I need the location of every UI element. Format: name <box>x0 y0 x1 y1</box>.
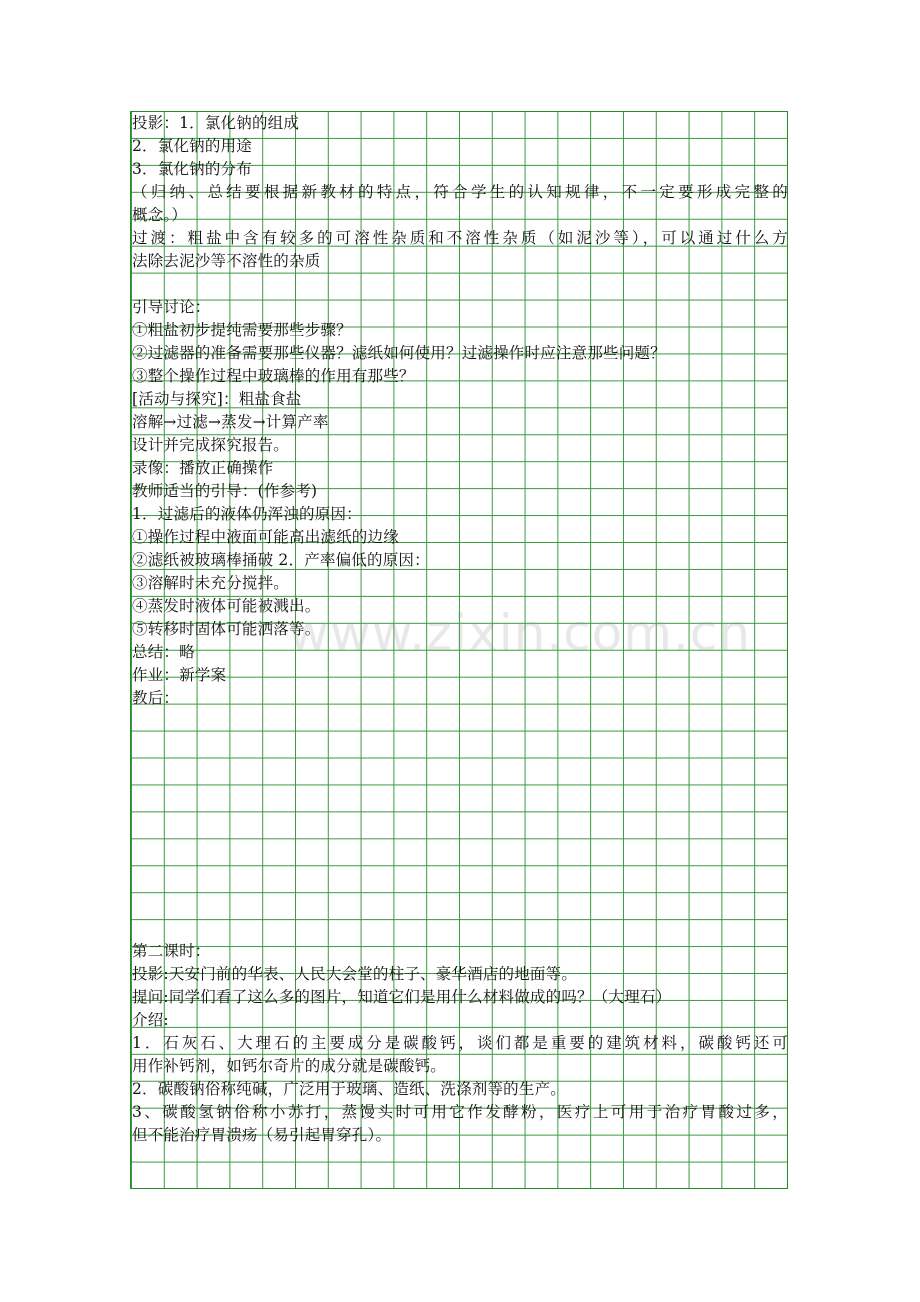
blank-line <box>132 848 788 871</box>
text-line: 录像：播放正确操作 <box>132 459 274 477</box>
text-line: ②滤纸被玻璃棒捅破 2．产率偏低的原因： <box>132 551 430 569</box>
text-line: 但不能治疗胃溃疡（易引起胃穿孔）。 <box>132 1126 392 1144</box>
blank-line <box>132 733 788 756</box>
text-line: 教师适当的引导：(作参考) <box>132 482 318 500</box>
text-line: 投影:天安门前的华表、人民大会堂的柱子、豪华酒店的地面等。 <box>132 965 578 983</box>
text-line: 3、碳酸氢钠俗称小苏打，蒸馒头时可用它作发酵粉，医疗上可用于治疗胃酸过多， <box>132 1103 788 1121</box>
text-line: ①操作过程中液面可能高出滤纸的边缘 <box>132 528 399 546</box>
text-line: 法除去泥沙等不溶性的杂质 <box>132 252 321 270</box>
text-line: 1．过滤后的液体仍浑浊的原因： <box>132 505 362 523</box>
text-line: 总结：略 <box>132 643 195 661</box>
text-line: ④蒸发时液体可能被溅出。 <box>132 597 321 615</box>
text-line: ②过滤器的准备需要那些仪器？滤纸如何使用？过滤操作时应注意那些问题？ <box>132 344 666 362</box>
blank-line <box>132 756 788 779</box>
text-line: ③溶解时未充分搅拌。 <box>132 574 290 592</box>
text-line: 概念。） <box>132 206 188 224</box>
text-line: 过渡：粗盐中含有较多的可溶性杂质和不溶性杂质（如泥沙等），可以通过什么方 <box>132 229 788 247</box>
text-line: 设计并完成探究报告。 <box>132 436 290 454</box>
text-line: 第二课时： <box>132 942 211 960</box>
text-line: （归纳、总结要根据新教材的特点，符合学生的认知规律，不一定要形成完整的 <box>132 183 788 201</box>
text-line: 投影：1．氯化钠的组成 <box>132 114 300 132</box>
blank-line <box>132 710 788 733</box>
blank-line <box>132 273 788 296</box>
blank-line <box>132 871 788 894</box>
text-line: 教后： <box>132 689 180 707</box>
blank-line <box>132 894 788 917</box>
text-line: 2．碳酸钠俗称纯碱，广泛用于玻璃、造纸、洗涤剂等的生产。 <box>132 1080 566 1098</box>
text-line: 介绍: <box>132 1011 169 1029</box>
text-line: 作业：新学案 <box>132 666 227 684</box>
blank-line <box>132 825 788 848</box>
text-line: 1．石灰石、大理石的主要成分是碳酸钙，谈们都是重要的建筑材料，碳酸钙还可 <box>132 1034 788 1052</box>
text-line: 引导讨论： <box>132 298 211 316</box>
text-line: 溶解→过滤→蒸发→计算产率 <box>132 413 329 431</box>
text-line: ③整个操作过程中玻璃棒的作用有那些？ <box>132 367 415 385</box>
text-line: 2．氯化钠的用途 <box>132 137 252 155</box>
watermark: www.zixin.com.cn <box>288 604 752 662</box>
text-line: 3．氯化钠的分布 <box>132 160 252 178</box>
text-line: ⑤转移时固体可能洒落等。 <box>132 620 321 638</box>
text-line: ①粗盐初步提纯需要那些步骤？ <box>132 321 352 339</box>
blank-line <box>132 917 788 940</box>
text-line: [活动与探究]：粗盐食盐 <box>132 390 302 408</box>
blank-line <box>132 779 788 802</box>
text-line: 提问:同学们看了这么多的图片，知道它们是用什么材料做成的吗？（大理石） <box>132 988 672 1006</box>
blank-line <box>132 802 788 825</box>
text-line: 用作补钙剂，如钙尔奇片的成分就是碳酸钙。 <box>132 1057 447 1075</box>
